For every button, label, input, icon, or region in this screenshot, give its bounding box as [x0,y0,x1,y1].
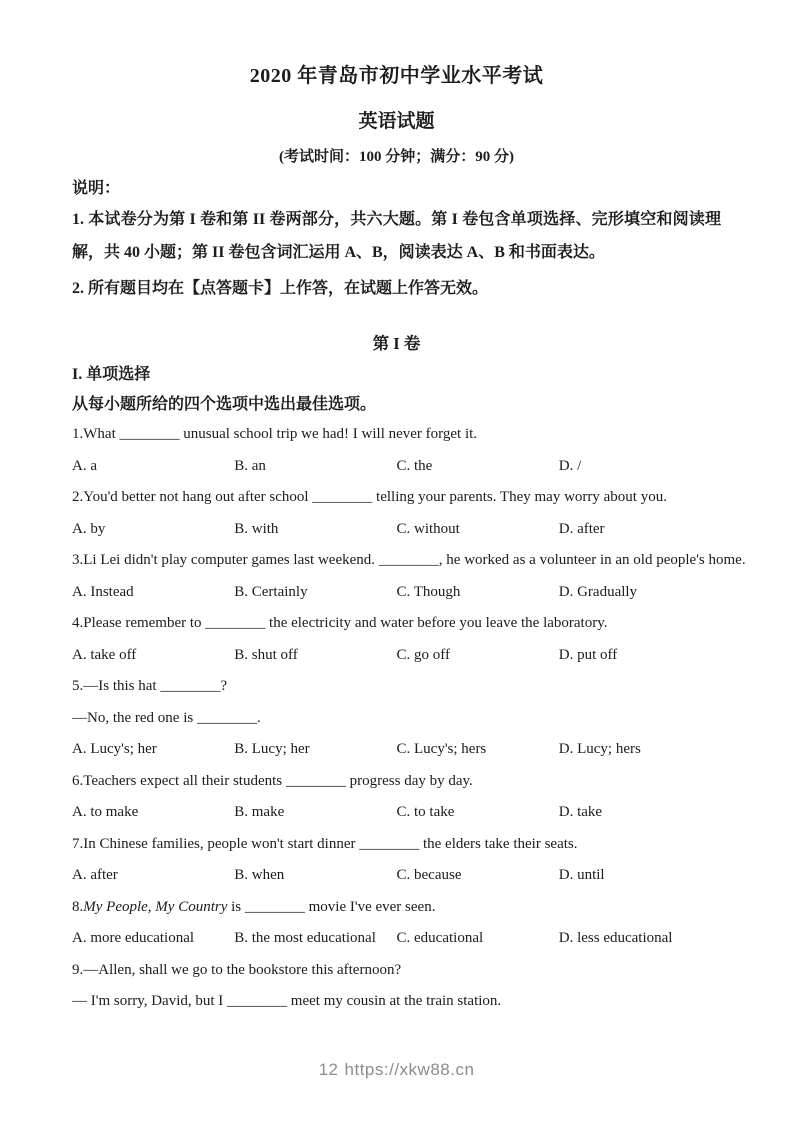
option-b: B. the most educational [234,930,376,946]
option-b: B. shut off [234,646,298,663]
option-c: C. educational [396,930,484,946]
question-7 [72,829,721,892]
question-text-rest: is ________ movie I've ever seen. [227,898,436,915]
option-d: D. Lucy; hers [558,741,641,757]
option-c: C. to take [396,804,455,820]
option-c: C. the [396,457,433,474]
question-text: 4.Please remember to ________ the electricity and water before you leave the laboratory. [72,615,608,631]
option-a: A. Instead [72,583,134,600]
note-item-1: 1. 本试卷分为第 I 卷和第 II 卷两部分，共六大题。第 I 卷包含单项选择、完形填空和阅读理解，共 40 小题；第 II 卷包含词汇运用 A、B，阅读表达 A、B 和书面表达。 [72,211,721,261]
question-text: 1.What ________ unusual school trip we had! I will never forget it. [72,426,478,442]
option-d: D. put off [558,646,618,663]
question-9 [72,955,721,1018]
page-title: 2020 年青岛市初中学业水平考试 [249,65,544,87]
exam-meta: (考试时间：100 分钟；满分：90 分) [279,149,514,165]
option-a: A. by [72,520,106,537]
option-a: A. Lucy's; her [72,741,157,757]
volume-title: 第 I 卷 [372,334,421,353]
part-instruction: 从每小题所给的四个选项中选出最佳选项。 [72,396,377,413]
option-b: B. with [234,520,279,537]
watermark-url: https://xkw88.cn [344,1060,475,1079]
question-text: — I'm sorry, David, but I ________ meet my cousin at the train station. [72,993,502,1009]
question-text: 7.In Chinese families, people won't start dinner ________ the elders take their seats. [72,835,578,852]
question-8 [72,892,721,955]
notes-label: 说明： [72,180,121,197]
question-3 [72,545,746,608]
option-d: D. / [558,457,582,474]
option-b: B. Lucy; her [234,741,310,757]
exam-page [72,0,746,1018]
option-row [72,577,721,609]
option-d: D. after [558,520,605,537]
question-2 [72,482,721,545]
option-row [72,860,721,892]
question-text: 5.—Is this hat ________? [72,678,227,694]
option-c: C. without [396,520,460,537]
question-1 [72,419,721,482]
option-row [72,451,721,483]
question-text: 6.Teachers expect all their students ________ progress day by day. [72,772,473,789]
option-c: C. go off [396,646,450,663]
option-row [72,923,721,955]
page-footer [0,1060,793,1080]
question-list [72,419,746,1018]
option-a: A. take off [72,646,137,663]
option-b: B. when [234,867,285,883]
question-5 [72,671,721,766]
question-text [72,892,721,924]
note-item-2: 2. 所有题目均在【点答题卡】上作答，在试题上作答无效。 [72,280,489,297]
option-b: B. an [234,457,266,474]
option-b: B. Certainly [234,583,308,600]
option-d: D. Gradually [558,583,638,600]
page-number: 12 [318,1060,339,1079]
option-a: A. a [72,457,97,474]
option-c: C. because [396,867,462,883]
page-subtitle: 英语试题 [358,111,435,132]
question-text: 9.—Allen, shall we go to the bookstore this afternoon? [72,961,402,978]
option-b: B. make [234,804,285,820]
option-d: D. until [558,867,605,883]
option-row [72,797,721,829]
option-c: C. Though [396,583,461,600]
question-text: 2.You'd better not hang out after school ________ telling your parents. They may worry about you. [72,489,667,505]
question-number: 8. [72,898,84,915]
part-title: I. 单项选择 [72,366,151,383]
option-a: A. to make [72,804,139,820]
exam-notes [72,178,721,305]
option-d: D. less educational [558,930,673,946]
option-d: D. take [558,804,603,820]
option-row [72,734,721,766]
option-c: C. Lucy's; hers [396,741,487,757]
question-text: —No, the red one is ________. [72,709,261,726]
question-6 [72,766,721,829]
movie-title-italic: My People, My Country [83,898,228,915]
question-text: 3.Li Lei didn't play computer games last weekend. ________, he worked as a volunteer in an old people's home. [72,552,746,568]
option-a: A. more educational [72,930,195,946]
option-row [72,640,721,672]
option-a: A. after [72,867,118,883]
option-row [72,514,721,546]
question-4 [72,608,721,671]
